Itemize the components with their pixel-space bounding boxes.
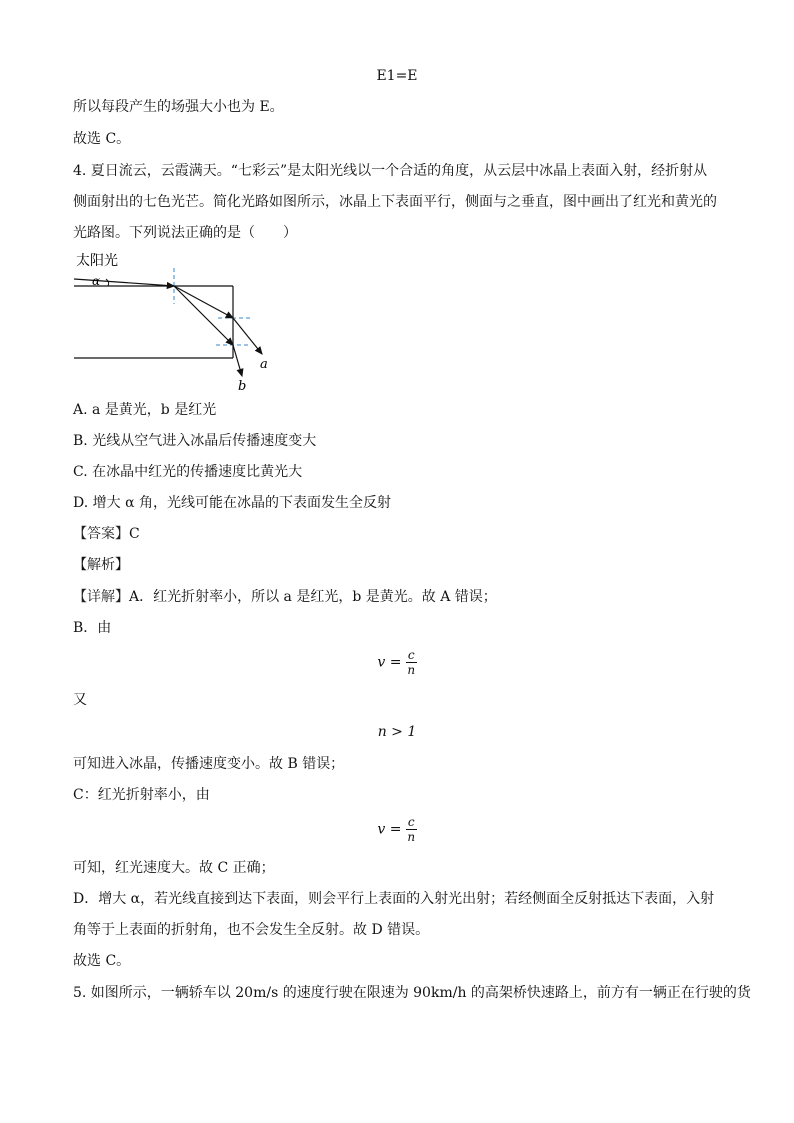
paragraph-you: 又 [73, 692, 87, 708]
numerator: c [407, 648, 415, 662]
equation-v-c-n [0, 648, 794, 677]
detail-d1: D．增大 α，若光线直接到达下表面，则会平行上表面的入射光出射；若经侧面全反射抵达下表面，入射 [73, 891, 715, 907]
final-answer: 故选 C。 [73, 953, 131, 969]
denominator: n [407, 663, 416, 677]
numerator: c [407, 815, 415, 829]
eq-left: v = [377, 654, 402, 671]
fraction [406, 815, 417, 844]
eq-left: v = [377, 821, 402, 838]
label-a: a [260, 357, 268, 372]
option-d: D. 增大 α 角，光线可能在冰晶的下表面发生全反射 [73, 495, 391, 511]
alpha-label: α [92, 274, 101, 288]
detail-b: B．由 [73, 620, 112, 636]
answer-line [73, 524, 140, 544]
detail-c2: 可知，红光速度大。故 C 正确； [73, 860, 275, 876]
detail-d2: 角等于上表面的折射角，也不会发生全反射。故 D 错误。 [73, 922, 430, 938]
question-4-line: 4. 夏日流云，云霞满天。“七彩云”是太阳光线以一个合适的角度，从云层中冰晶上表面入射，经折射从 [73, 163, 708, 179]
equation-n-gt-1: n > 1 [377, 724, 417, 740]
question-4-line: 侧面射出的七色光芒。简化光路如图所示，冰晶上下表面平行，侧面与之垂直，图中画出了红光和黄光的 [73, 194, 717, 210]
analysis-tag: 【解析】 [73, 557, 129, 573]
detail-a: A．红光折射率小，所以 a 是红光，b 是黄光。故 A 错误； [129, 589, 497, 605]
detail-tag: 【详解】 [73, 589, 129, 605]
option-b: B. 光线从空气进入冰晶后传播速度变大 [73, 433, 317, 449]
ray-b-exit [233, 345, 242, 376]
detail-a-line [73, 587, 497, 607]
detail-b2: 可知进入冰晶，传播速度变小。故 B 错误； [73, 756, 345, 772]
fraction [406, 648, 417, 677]
ray-b-inside [174, 286, 233, 345]
option-a: A. a 是黄光，b 是红光 [73, 402, 217, 418]
ray-a-inside [174, 286, 233, 318]
answer-value: C [129, 526, 140, 542]
ray-a-exit [233, 318, 262, 354]
paragraph: 故选 C。 [73, 131, 131, 147]
detail-c: C：红光折射率小，由 [73, 787, 210, 803]
paragraph: 所以每段产生的场强大小也为 E。 [73, 99, 284, 115]
sun-label: 太阳光 [76, 253, 118, 269]
equation-e1: E1=E [376, 68, 418, 84]
denominator: n [407, 830, 416, 844]
light-path-figure [70, 248, 285, 396]
incident-ray [74, 279, 174, 286]
answer-tag: 【答案】 [73, 526, 129, 542]
option-c: C. 在冰晶中红光的传播速度比黄光大 [73, 464, 303, 480]
question-4-line: 光路图。下列说法正确的是（ ） [73, 225, 297, 241]
question-5-line: 5. 如图所示，一辆轿车以 20m/s 的速度行驶在限速为 90km/h 的高架桥快速路上，前方有一辆正在行驶的货 [73, 985, 751, 1001]
label-b: b [238, 379, 247, 394]
equation-v-c-n-2 [0, 815, 794, 844]
